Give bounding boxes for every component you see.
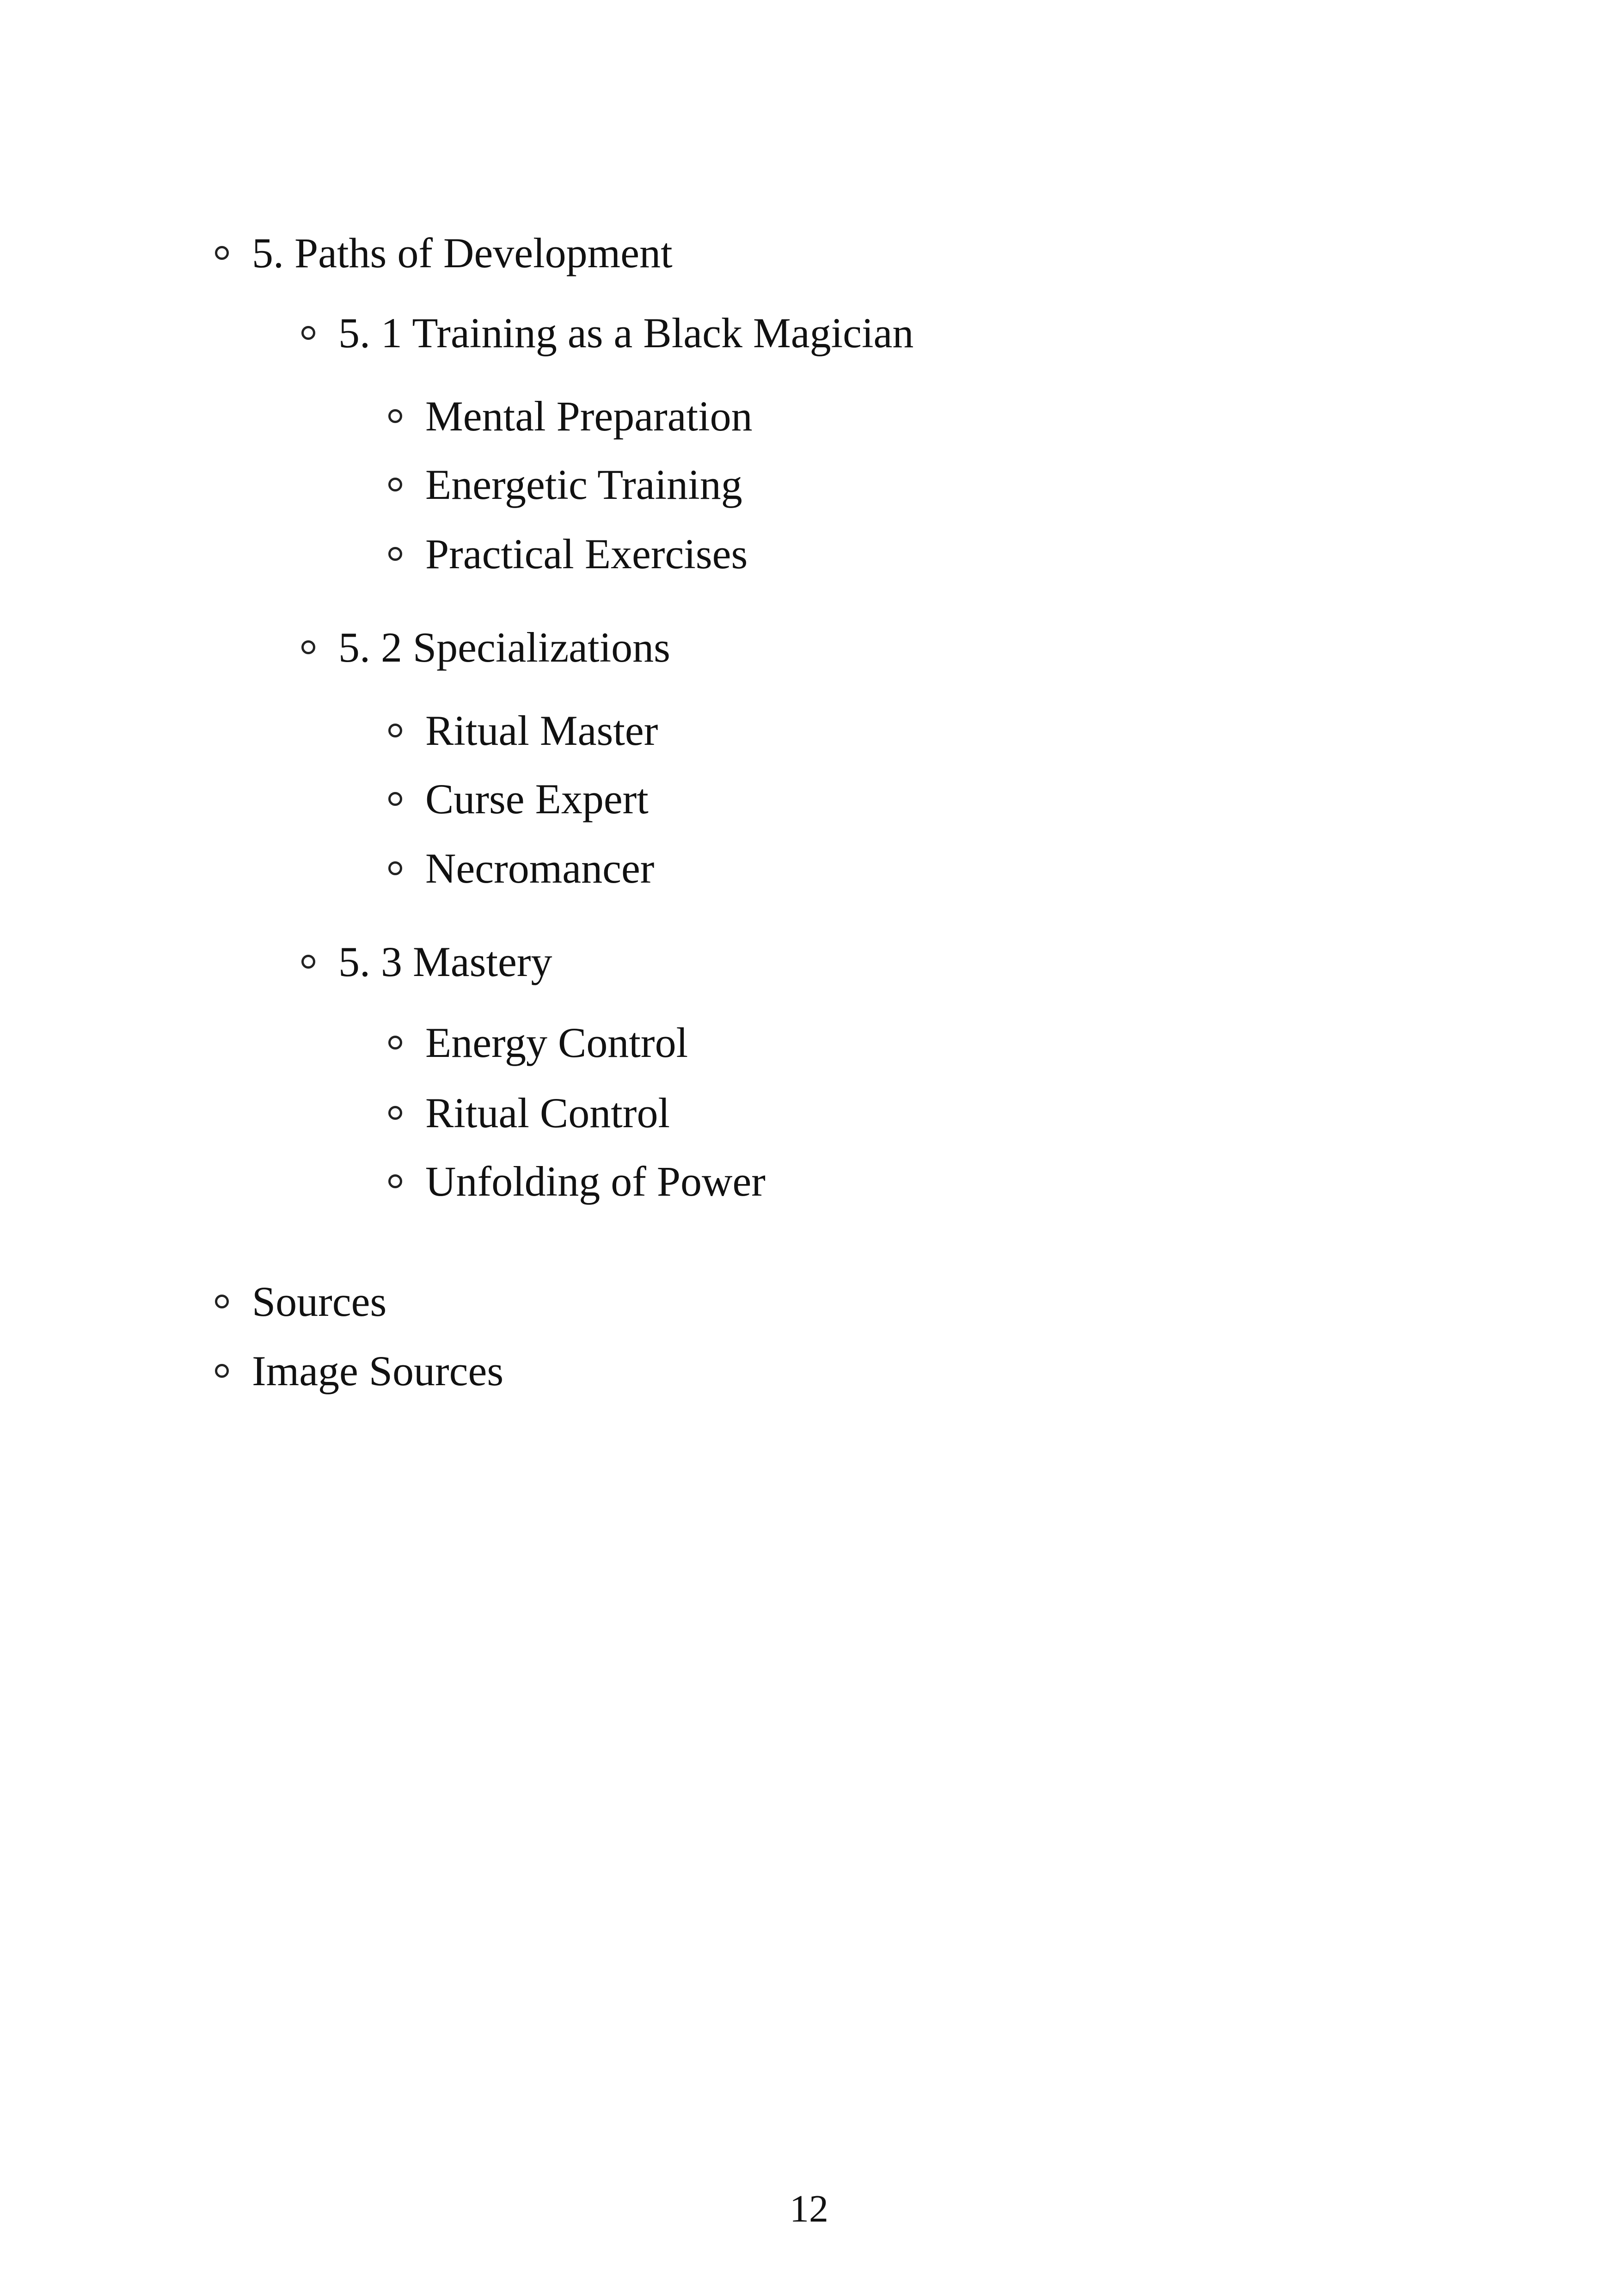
outline-item-paths-of-development [215,227,673,278]
outline-item-label: Curse Expert [425,775,649,823]
hollow-circle-bullet-icon [388,1106,402,1120]
hollow-circle-bullet-icon [301,640,315,654]
outline-item-ritual-master [388,705,658,756]
hollow-circle-bullet-icon [388,792,402,806]
hollow-circle-bullet-icon [215,1295,229,1308]
outline-item-specializations [301,622,670,673]
hollow-circle-bullet-icon [388,861,402,875]
hollow-circle-bullet-icon [388,547,402,561]
outline-item-mental-preparation [388,391,753,442]
outline-item-training [301,307,913,358]
hollow-circle-bullet-icon [215,246,229,260]
outline-item-label: Practical Exercises [425,530,748,577]
hollow-circle-bullet-icon [215,1364,229,1378]
outline-item-label: Necromancer [425,845,655,892]
outline-item-label: 5. 1 Training as a Black Magician [338,309,914,356]
outline-item-sources [215,1276,386,1327]
outline-item-image-sources [215,1345,503,1396]
outline-item-label: 5. 3 Mastery [338,938,552,985]
outline-item-necromancer [388,843,654,894]
outline-item-label: Sources [252,1278,387,1325]
outline-item-label: Mental Preparation [425,393,753,440]
hollow-circle-bullet-icon [388,724,402,737]
hollow-circle-bullet-icon [388,409,402,423]
hollow-circle-bullet-icon [301,326,315,340]
outline-item-mastery [301,936,552,987]
outline-item-practical-exercises [388,528,748,579]
outline-item-label: Image Sources [252,1347,504,1394]
outline-item-label: Unfolding of Power [425,1158,766,1205]
hollow-circle-bullet-icon [301,955,315,969]
hollow-circle-bullet-icon [388,1174,402,1188]
hollow-circle-bullet-icon [388,1036,402,1050]
outline-item-ritual-control [388,1087,670,1138]
page-number: 12 [790,2187,828,2230]
outline-item-unfolding-of-power [388,1156,766,1207]
outline-item-label: Energetic Training [425,461,742,508]
hollow-circle-bullet-icon [388,478,402,491]
outline-item-label: 5. Paths of Development [252,229,673,276]
outline-item-label: Ritual Control [425,1089,670,1136]
outline-item-label: Ritual Master [425,707,658,754]
outline-item-curse-expert [388,774,649,824]
outline-item-energetic-training [388,459,742,510]
outline-item-energy-control [388,1017,688,1068]
outline-item-label: Energy Control [425,1019,688,1066]
outline-item-label: 5. 2 Specializations [338,624,670,671]
